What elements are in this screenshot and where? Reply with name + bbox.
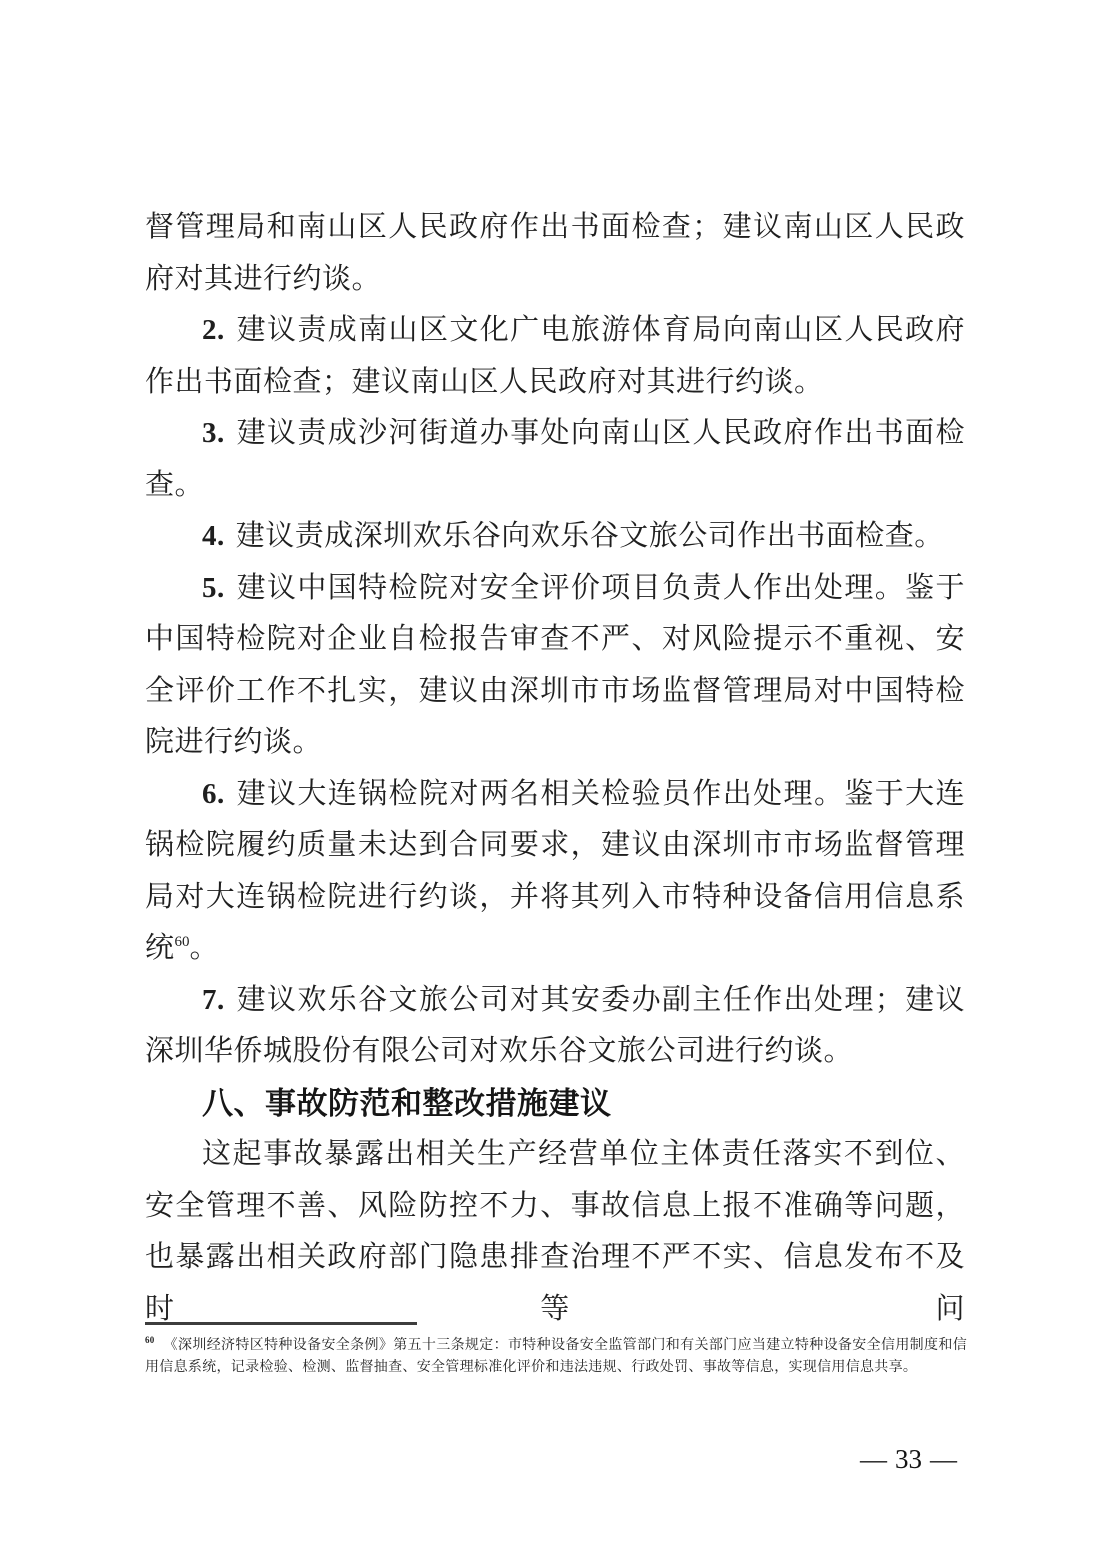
list-number-3: 3.: [202, 417, 225, 449]
list-number-5: 5.: [202, 571, 225, 604]
footnote-marker-60: 60: [145, 1335, 155, 1345]
page-number-dash-right: —: [930, 1444, 957, 1474]
footnote-body-text: 《深圳经济特区特种设备安全条例》第五十三条规定：市特种设备安全监管部门和有关部门应当建立特种设备安全信用制度和信用信息系统，记录检验、检测、监督抽查、安全管理标准化评价和违法违规、行政处罚、事故等信息，实现信用信息共享。: [145, 1338, 967, 1375]
section-heading: 八、事故防范和整改措施建议: [202, 1085, 612, 1121]
list-number-6: 6.: [202, 777, 225, 810]
footnote-divider: [145, 1322, 417, 1325]
recommendation-7-text: 建议欢乐谷文旅公司对其安委办副主任作出处理；建议深圳华侨城股份有限公司对欢乐谷文旅公司进行约谈。: [145, 983, 965, 1067]
footnote-area: [145, 1322, 967, 1379]
recommendation-4-text: 建议责成深圳欢乐谷向欢乐谷文旅公司作出书面检查。: [235, 520, 944, 552]
list-number-2: 2.: [202, 314, 225, 346]
recommendation-paragraph-3: [145, 408, 965, 511]
recommendation-paragraph-2: [145, 305, 965, 408]
paragraph-continuation: 督管理局和南山区人民政府作出书面检查；建议南山区人民政府对其进行约谈。: [145, 211, 965, 295]
recommendation-paragraph-5: [145, 563, 965, 769]
recommendation-paragraph-6: [145, 769, 965, 975]
recommendation-6-text-end: 。: [189, 932, 220, 964]
list-number-4: 4.: [202, 520, 225, 552]
page-number-value: 33: [895, 1444, 922, 1474]
recommendation-paragraph-7: [145, 975, 965, 1078]
recommendation-3-text: 建议责成沙河街道办事处向南山区人民政府作出书面检查。: [145, 417, 965, 501]
footnote-reference-60: 60: [174, 934, 190, 950]
document-body: [145, 202, 965, 1335]
footnote-text: [145, 1335, 967, 1379]
recommendation-5-text: 建议中国特检院对安全评价项目负责人作出处理。鉴于中国特检院对企业自检报告审查不严、对风险提示不重视、安全评价工作不扎实，建议由深圳市市场监督管理局对中国特检院进行约谈。: [145, 571, 965, 758]
page-number: [856, 1444, 961, 1475]
recommendation-paragraph-4: [145, 511, 965, 563]
list-number-7: 7.: [202, 983, 225, 1016]
recommendation-6-text: 建议大连锅检院对两名相关检验员作出处理。鉴于大连锅检院履约质量未达到合同要求，建议由深圳市市场监督管理局对大连锅检院进行约谈，并将其列入市特种设备信用信息系统: [145, 777, 965, 964]
recommendation-2-text: 建议责成南山区文化广电旅游体育局向南山区人民政府作出书面检查；建议南山区人民政府对其进行约谈。: [145, 314, 965, 398]
page-number-dash-left: —: [860, 1444, 887, 1474]
closing-paragraph: 这起事故暴露出相关生产经营单位主体责任落实不到位、安全管理不善、风险防控不力、事故信息上报不准确等问题，也暴露出相关政府部门隐患排查治理不严不实、信息发布不及时等问: [145, 1138, 965, 1325]
